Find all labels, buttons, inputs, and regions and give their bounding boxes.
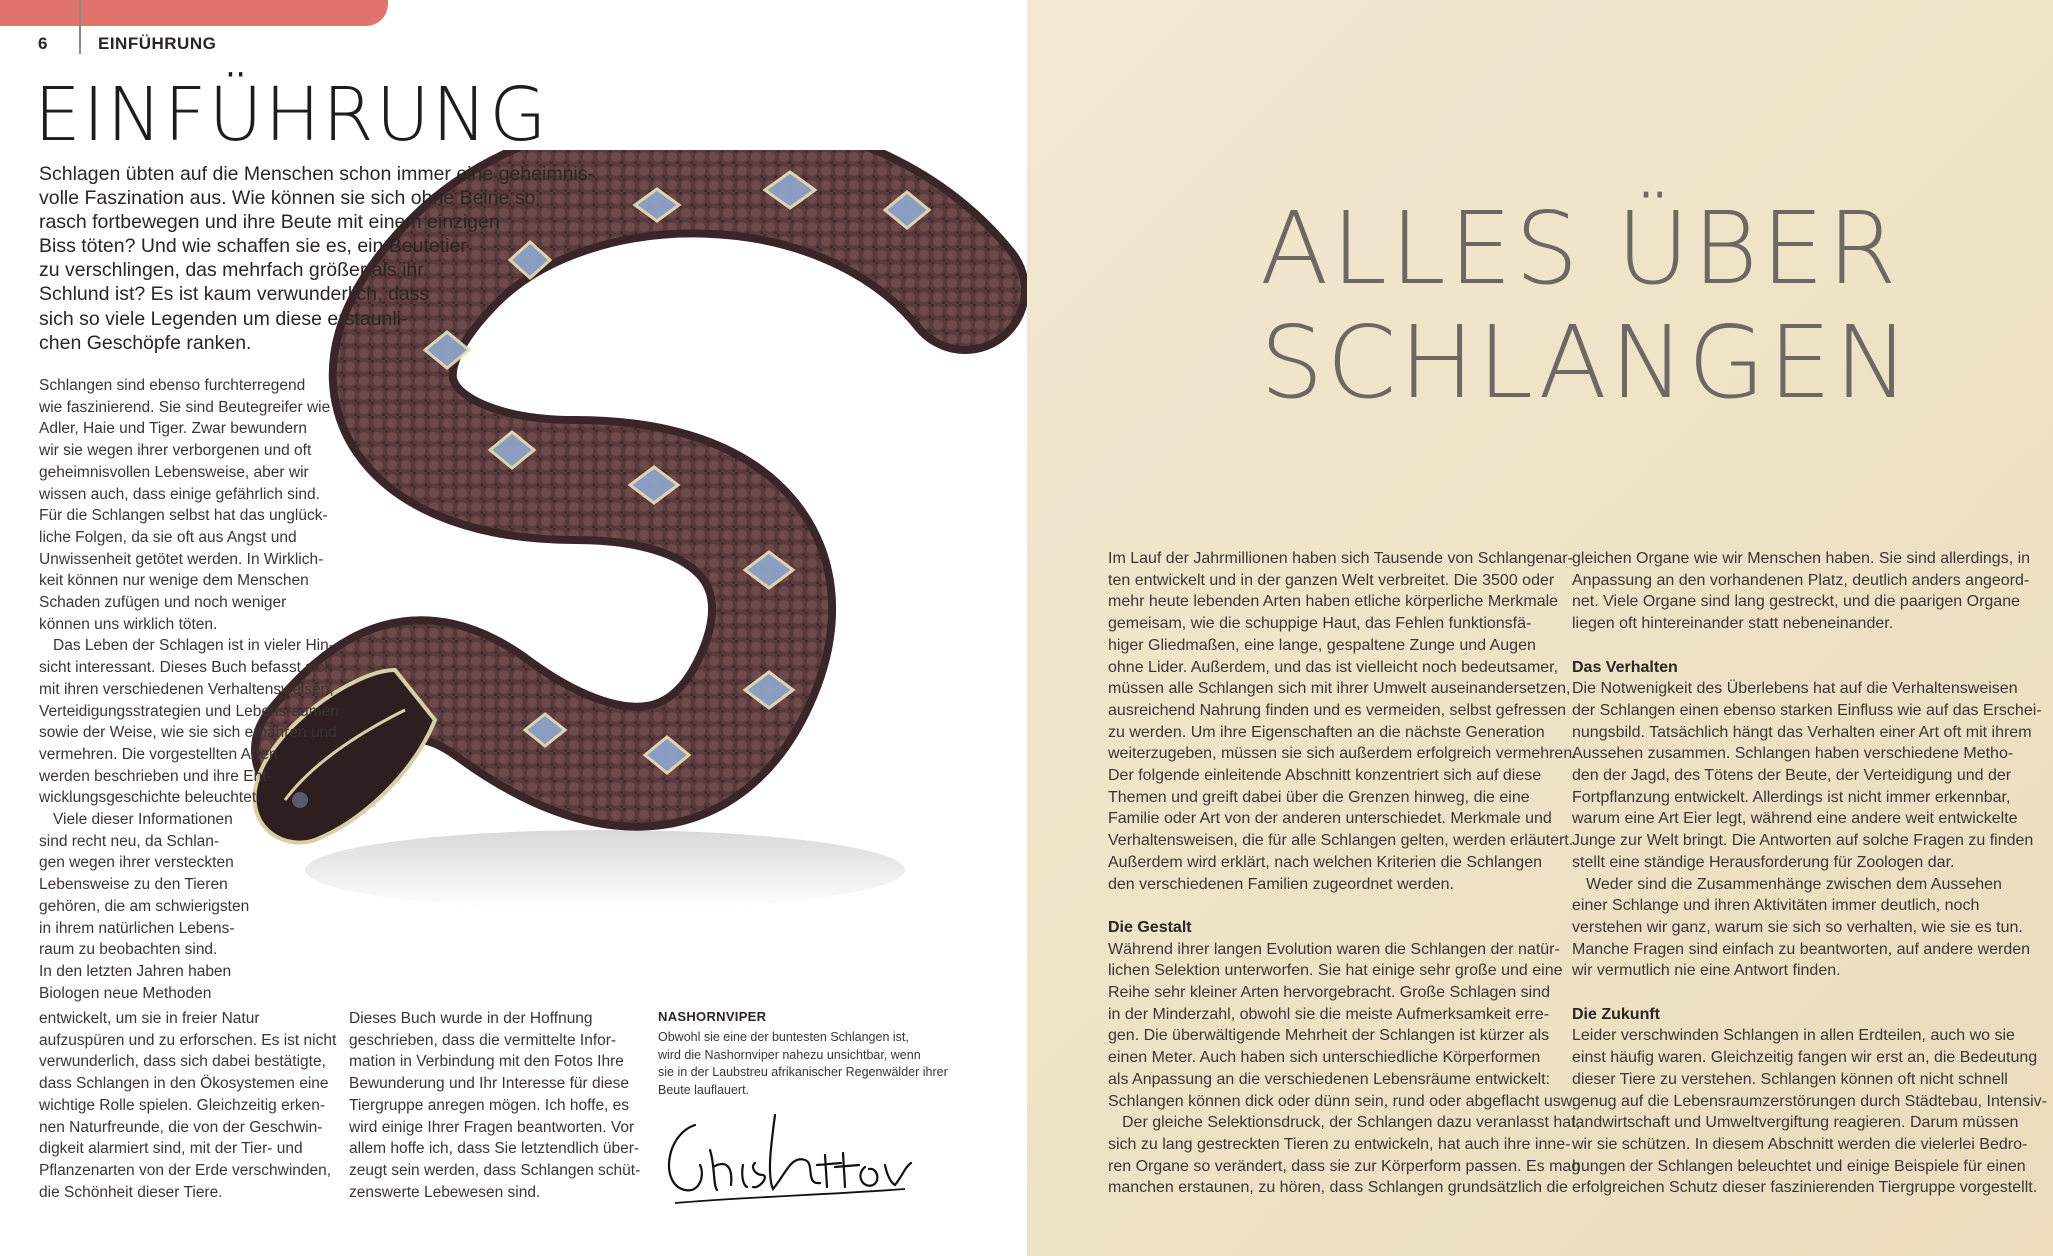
intro-paragraph bbox=[39, 162, 594, 355]
text-line: aufzuspüren und zu erforschen. Es ist nicht bbox=[39, 1031, 337, 1049]
right-column-a bbox=[1108, 548, 1580, 1199]
text-line: Schaden zufügen und noch weniger bbox=[39, 594, 287, 612]
text-line: wird einige Ihrer Fragen beantworten. Vor bbox=[349, 1118, 635, 1136]
text-line: Reihe sehr kleiner Arten hervorgebracht. Große Schlagen sind bbox=[1108, 984, 1551, 1002]
section-heading-zukunft: Die Zukunft bbox=[1572, 1005, 1660, 1023]
text-line: Manche Fragen sind einfach zu beantworten, auf andere werden bbox=[1572, 940, 2031, 958]
text-line: Familie oder Art von der anderen unterschiedet. Merkmale und bbox=[1108, 810, 1552, 828]
text-line: gen. Die überwältigende Mehrheit der Schlangen ist kürzer als bbox=[1108, 1027, 1550, 1045]
text-line: mation in Verbindung mit den Fotos Ihre bbox=[349, 1053, 624, 1071]
section-title-line: SCHLANGEN bbox=[1260, 304, 1913, 421]
text-line: als Anpassung an die verschiedenen Lebensräume entwickelt: bbox=[1108, 1070, 1551, 1088]
text-line: Biologen neue Methoden bbox=[39, 984, 212, 1002]
caption-line: sie in der Laubstreu afrikanischer Regenwälder ihrer bbox=[658, 1065, 948, 1079]
caption-title: NASHORNVIPER bbox=[658, 1009, 767, 1024]
text-line: Aussehen zusammen. Schlangen haben verschiedene Metho- bbox=[1572, 745, 2014, 763]
text-line: net. Viele Organe sind lang gestreckt, und die paarigen Organe bbox=[1572, 593, 2020, 611]
text-line: Viele dieser Informationen bbox=[53, 811, 233, 829]
text-line: entwickelt, um sie in freier Natur bbox=[39, 1010, 260, 1027]
intro-line: Schlund ist? Es ist kaum verwunderlich, dass bbox=[39, 283, 430, 306]
text-line: ren Organe so verändert, dass sie zur Körperform passen. Es mag bbox=[1108, 1157, 1581, 1175]
text-line: genug auf die Lebensraumzerstörungen durch Städtebau, Intensiv- bbox=[1572, 1092, 2047, 1110]
text-line: wichtige Rolle spielen. Gleichzeitig erken- bbox=[39, 1096, 326, 1114]
text-line: Bewunderung und Ihr Interesse für diese bbox=[349, 1075, 630, 1093]
text-line: erfolgreichen Schutz dieser faszinierenden Tiergruppe vorgestellt. bbox=[1572, 1179, 2038, 1197]
header-rule bbox=[79, 0, 81, 54]
text-line: gehören, die am schwierigsten bbox=[39, 897, 250, 915]
caption-line: Obwohl sie eine der buntesten Schlangen ist, bbox=[658, 1030, 909, 1044]
text-line: allem hoffe ich, dass Sie letztendlich über- bbox=[349, 1140, 640, 1158]
text-line: nen Naturfreunde, die von der Geschwin- bbox=[39, 1118, 323, 1136]
text-line: Adler, Haie und Tiger. Zwar bewundern bbox=[39, 420, 307, 438]
intro-line: sich so viele Legenden um diese erstaunli- bbox=[39, 307, 408, 330]
section-heading-gestalt: Die Gestalt bbox=[1108, 918, 1192, 936]
text-line: In den letzten Jahren haben bbox=[39, 962, 232, 980]
text-line: Schlangen können dick oder dünn sein, rund oder abgeflacht usw. bbox=[1108, 1092, 1576, 1110]
text-line: Im Lauf der Jahrmillionen haben sich Tausende von Schlangenar- bbox=[1108, 550, 1573, 567]
text-line: dass Schlangen in den Ökosystemen eine bbox=[39, 1075, 329, 1093]
intro-line: Schlagen übten auf die Menschen schon immer eine geheimnis- bbox=[39, 163, 594, 185]
intro-line: Biss töten? Und wie schaffen sie es, ein Beutetier bbox=[39, 235, 467, 258]
text-line: Schlangen sind ebenso furchterregend bbox=[39, 377, 306, 394]
chapter-tab bbox=[0, 0, 388, 26]
text-line: Das Leben der Schlagen ist in vieler Hin- bbox=[53, 637, 334, 655]
text-line: verstehen wir ganz, warum sie sich so verhalten, wie sie es tun. bbox=[1572, 918, 2023, 936]
intro-line: volle Faszination aus. Wie können sie sich ohne Beine so bbox=[39, 187, 536, 210]
text-line: wicklungsgeschichte beleuchtet. bbox=[39, 789, 261, 807]
text-line: zu werden. Um ihre Eigenschaften an die nächste Generation bbox=[1108, 723, 1545, 741]
text-line: Der gleiche Selektionsdruck, der Schlangen dazu veranlasst hat, bbox=[1122, 1114, 1581, 1132]
text-line: wissen auch, dass einige gefährlich sind. bbox=[39, 485, 320, 503]
text-line: geheimnisvollen Lebensweise, aber wir bbox=[39, 463, 309, 481]
text-line: Tiergruppe anregen mögen. Ich hoffe, es bbox=[349, 1096, 630, 1114]
body-column-b bbox=[39, 1008, 336, 1203]
text-line: sich zu lang gestreckten Tieren zu entwickeln, hat auch ihre inne- bbox=[1108, 1135, 1571, 1153]
text-line: Verteidigungsstrategien und Lebensräumen bbox=[39, 702, 339, 720]
text-line: manchen erstaunen, zu hören, dass Schlangen grundsätzlich die bbox=[1108, 1179, 1568, 1197]
text-line: weiterzugeben, müssen sie sich außerdem erfolgreich vermehren. bbox=[1108, 745, 1577, 763]
section-title bbox=[1260, 190, 1913, 421]
text-line: gen wegen ihrer versteckten bbox=[39, 854, 234, 872]
text-line: gemeisam, wie die schuppige Haut, das Fehlen funktionsfä- bbox=[1108, 615, 1532, 633]
text-line: liegen oft hintereinander statt nebeneinander. bbox=[1572, 615, 1894, 633]
text-line: vermehren. Die vorgestellten Arten bbox=[39, 745, 278, 763]
text-line: wir sie schützen. In diesem Abschnitt werden die vielerlei Bedro- bbox=[1572, 1135, 2028, 1153]
text-line: in ihrem natürlichen Lebens- bbox=[39, 919, 235, 937]
text-line: Außerdem wird erklärt, nach welchen Kriterien die Schlangen bbox=[1108, 853, 1542, 871]
text-line: lichen Selektion unterworfen. Sie hat einige sehr große und eine bbox=[1108, 962, 1563, 980]
running-head: EINFÜHRUNG bbox=[98, 34, 217, 53]
text-line: Für die Schlangen selbst hat das unglück- bbox=[39, 507, 328, 525]
text-line: ohne Lider. Außerdem, und das ist vielleicht noch bedeutsamer, bbox=[1108, 658, 1559, 676]
text-line: mehr heute lebenden Arten haben etliche körperliche Merkmale bbox=[1108, 593, 1559, 611]
text-line: Leider verschwinden Schlangen in allen Erdteilen, auch wo sie bbox=[1572, 1027, 2015, 1045]
text-line: zenswerte Lebewesen sind. bbox=[349, 1183, 541, 1201]
page-number: 6 bbox=[38, 34, 48, 53]
text-line: raum zu beobachten sind. bbox=[39, 941, 218, 959]
text-line: Weder sind die Zusammenhänge zwischen dem Aussehen bbox=[1586, 875, 2002, 893]
body-column-c bbox=[349, 1008, 640, 1203]
section-heading-verhalten: Das Verhalten bbox=[1572, 658, 1678, 676]
right-column-b bbox=[1572, 548, 2047, 1199]
text-line: in der Minderzahl, obwohl sie die meiste Aufmerksamkeit erre- bbox=[1108, 1005, 1550, 1023]
text-line: Anpassung an den vorhandenen Platz, deutlich anders angeord- bbox=[1572, 571, 2030, 589]
text-line: keit können nur wenige dem Menschen bbox=[39, 572, 309, 590]
text-line: einst häufig waren. Gleichzeitig fangen wir erst an, die Bedeutung bbox=[1572, 1049, 2038, 1067]
text-line: einen Meter. Auch haben sich unterschiedliche Körperformen bbox=[1108, 1049, 1541, 1067]
text-line: verwunderlich, dass sich dabei bestätigte, bbox=[39, 1053, 326, 1071]
text-line: wir sie wegen ihrer verborgenen und oft bbox=[39, 442, 312, 460]
text-line: ten entwickelt und in der ganzen Welt verbreitet. Die 3500 oder bbox=[1108, 571, 1555, 589]
intro-line: rasch fortbewegen und ihre Beute mit einem einzigen bbox=[39, 211, 500, 234]
text-line: sind recht neu, da Schlan- bbox=[39, 832, 220, 850]
text-line: stellt eine ständige Herausforderung für Zoologen dar. bbox=[1572, 853, 1955, 871]
text-line: Unwissenheit getötet werden. In Wirklich- bbox=[39, 550, 324, 568]
text-line: nungsbild. Tatsächlich hängt das Verhalten einer Art oft mit ihrem bbox=[1572, 723, 2032, 741]
body-column-a bbox=[39, 375, 339, 1004]
text-line: Während ihrer langen Evolution waren die Schlangen der natür- bbox=[1108, 940, 1560, 958]
caption-line: wird die Nashornviper nahezu unsichtbar, wenn bbox=[658, 1047, 921, 1062]
text-line: liche Folgen, da sie oft aus Angst und bbox=[39, 528, 297, 546]
text-line: wir vermutlich nie eine Antwort finden. bbox=[1572, 962, 1841, 980]
text-line: die Schönheit dieser Tiere. bbox=[39, 1183, 223, 1201]
photo-caption bbox=[658, 1029, 948, 1099]
text-line: Junge zur Welt bringt. Die Antworten auf solche Fragen zu finden bbox=[1572, 832, 2034, 850]
text-line: einer Schlange und ihren Aktivitäten immer deutlich, noch bbox=[1572, 897, 1980, 915]
text-line: higer Gliedmaßen, eine lange, gespaltene Zunge und Augen bbox=[1108, 636, 1536, 654]
text-line: können uns wirklich töten. bbox=[39, 615, 218, 633]
text-line: müssen alle Schlangen sich mit ihrer Umwelt auseinandersetzen, bbox=[1108, 680, 1571, 698]
author-signature bbox=[655, 1105, 930, 1215]
text-line: Die Notwenigkeit des Überlebens hat auf die Verhaltensweisen bbox=[1572, 680, 2018, 698]
text-line: zeugt sein werden, dass Schlangen schüt- bbox=[349, 1161, 641, 1179]
text-line: dieser Tiere zu verstehen. Schlangen können oft nicht schnell bbox=[1572, 1070, 2008, 1088]
intro-line: zu verschlingen, das mehrfach größer als ihr bbox=[39, 259, 424, 282]
caption-line: Beute lauflauert. bbox=[658, 1082, 750, 1097]
text-line: warum eine Art Eier legt, während eine andere weit entwickelte bbox=[1572, 810, 2018, 828]
text-line: Themen und greift dabei über die Grenzen hinweg, die eine bbox=[1108, 788, 1530, 806]
text-line: Pflanzenarten von der Erde verschwinden, bbox=[39, 1161, 332, 1179]
text-line: sicht interessant. Dieses Buch befasst sich bbox=[39, 659, 333, 677]
text-line: hungen der Schlangen beleuchtet und einige Beispiele für einen bbox=[1572, 1157, 2026, 1175]
text-line: gleichen Organe wie wir Menschen haben. Sie sind allerdings, in bbox=[1572, 550, 2031, 567]
text-line: wie faszinierend. Sie sind Beutegreifer wie bbox=[39, 398, 331, 416]
text-line: geschrieben, dass die vermittelte Infor- bbox=[349, 1031, 617, 1049]
page-title: EINFÜHRUNG bbox=[34, 72, 549, 158]
text-line: mit ihren verschiedenen Verhaltensweisen, bbox=[39, 680, 334, 698]
text-line: werden beschrieben und ihre Ent- bbox=[39, 767, 272, 785]
text-line: Verhaltensweisen, die für alle Schlangen gelten, werden erläutert. bbox=[1108, 832, 1574, 850]
text-line: Dieses Buch wurde in der Hoffnung bbox=[349, 1010, 593, 1027]
text-line: Lebensweise zu den Tieren bbox=[39, 876, 228, 894]
text-line: Fortpflanzung entwickelt. Allerdings ist nicht immer erkennbar, bbox=[1572, 788, 2011, 806]
text-line: ausreichend Nahrung finden und es vermeiden, selbst gefressen bbox=[1108, 701, 1567, 719]
intro-line: chen Geschöpfe ranken. bbox=[39, 331, 252, 354]
section-title-line: ALLES ÜBER bbox=[1260, 190, 1900, 307]
text-line: der Schlangen einen ebenso starken Einfluss wie auf das Erschei- bbox=[1572, 701, 2042, 719]
text-line: landwirtschaft und Umweltvergiftung reagieren. Darum müssen bbox=[1572, 1114, 2019, 1132]
text-line: Der folgende einleitende Abschnitt konzentriert sich auf diese bbox=[1108, 767, 1542, 785]
text-line: sowie der Weise, wie sie sich ernähren und bbox=[39, 724, 337, 742]
text-line: digkeit alarmiert sind, mit der Tier- und bbox=[39, 1140, 303, 1158]
text-line: den verschiedenen Familien zugeordnet werden. bbox=[1108, 875, 1454, 893]
text-line: den der Jagd, des Tötens der Beute, der Verteidigung und der bbox=[1572, 767, 2012, 785]
